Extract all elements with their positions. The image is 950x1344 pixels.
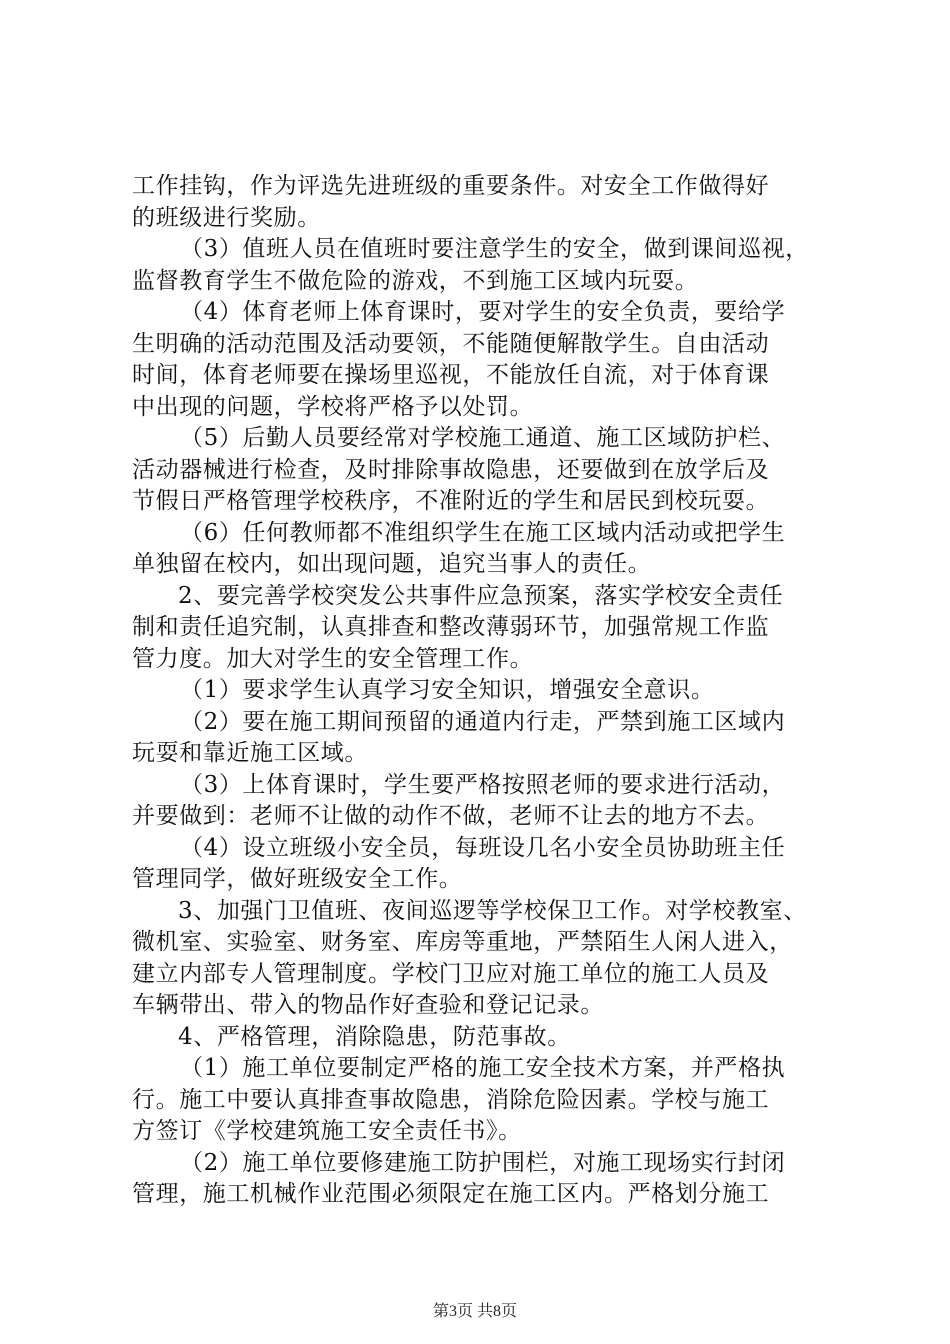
text-line: 管力度。加大对学生的安全管理工作。 bbox=[132, 645, 534, 672]
text-line: （6）任何教师都不准组织学生在施工区域内活动或把学生 bbox=[180, 519, 786, 546]
text-line: 方签订《学校建筑施工安全责任书》。 bbox=[132, 1118, 522, 1144]
text-line: 车辆带出、带入的物品作好查验和登记记录。 bbox=[132, 992, 604, 1018]
text-line: 制和责任追究制，认真排查和整改薄弱环节，加强常规工作监 bbox=[132, 614, 770, 640]
text-line: 4、严格管理，消除隐患，防范事故。 bbox=[178, 1023, 571, 1050]
text-line: 的班级进行奖励。 bbox=[132, 204, 321, 231]
text-line: 微机室、实验室、财务室、库房等重地，严禁陌生人闲人进入， bbox=[132, 929, 793, 955]
text-line: 节假日严格管理学校秩序，不准附近的学生和居民到校玩耍。 bbox=[132, 488, 770, 514]
text-line: 并要做到：老师不让做的动作不做，老师不让去的地方不去。 bbox=[132, 803, 770, 829]
text-line: 监督教育学生不做危险的游戏，不到施工区域内玩耍。 bbox=[132, 267, 699, 294]
text-line: （1）要求学生认真学习安全知识，增强安全意识。 bbox=[180, 677, 715, 703]
text-line: 中出现的问题，学校将严格予以处罚。 bbox=[132, 393, 534, 420]
text-line: （4）体育老师上体育课时，要对学生的安全负责，要给学 bbox=[180, 299, 786, 325]
text-line: 工作挂钩，作为评选先进班级的重要条件。对安全工作做得好 bbox=[132, 173, 770, 199]
text-line: 2、要完善学校突发公共事件应急预案，落实学校安全责任 bbox=[178, 582, 784, 609]
text-line: 时间，体育老师要在操场里巡视，不能放任自流，对于体育课 bbox=[132, 362, 770, 388]
text-line: （2）施工单位要修建施工防护围栏，对施工现场实行封闭 bbox=[180, 1149, 786, 1176]
text-line: 玩耍和靠近施工区域。 bbox=[132, 740, 368, 766]
text-line: 活动器械进行检查，及时排除事故隐患，还要做到在放学后及 bbox=[132, 456, 770, 483]
text-line: 生明确的活动范围及活动要领，不能随便解散学生。自由活动 bbox=[132, 330, 770, 357]
page-footer bbox=[0, 1298, 950, 1321]
text-line: （2）要在施工期间预留的通道内行走，严禁到施工区域内 bbox=[180, 708, 786, 735]
text-line: 管理，施工机械作业范围必须限定在施工区内。严格划分施工 bbox=[132, 1181, 770, 1207]
text-line: 建立内部专人管理制度。学校门卫应对施工单位的施工人员及 bbox=[132, 960, 770, 987]
page-number-label: 第3页 共8页 bbox=[432, 1303, 517, 1320]
text-line: 行。施工中要认真排查事故隐患，消除危险因素。学校与施工 bbox=[132, 1086, 770, 1113]
document-body bbox=[132, 171, 832, 1211]
text-line: 管理同学，做好班级安全工作。 bbox=[132, 866, 463, 892]
text-line: 单独留在校内，如出现问题，追究当事人的责任。 bbox=[132, 551, 652, 577]
text-line: （1）施工单位要制定严格的施工安全技术方案，并严格执 bbox=[180, 1055, 786, 1081]
text-line: （4）设立班级小安全员，每班设几名小安全员协助班主任 bbox=[180, 834, 786, 861]
text-line: （5）后勤人员要经常对学校施工通道、施工区域防护栏、 bbox=[180, 425, 786, 451]
text-line: （3）值班人员在值班时要注意学生的安全，做到课间巡视， bbox=[180, 236, 809, 262]
text-line: （3）上体育课时，学生要严格按照老师的要求进行活动， bbox=[180, 771, 786, 798]
text-line: 3、加强门卫值班、夜间巡逻等学校保卫工作。对学校教室、 bbox=[178, 897, 807, 924]
